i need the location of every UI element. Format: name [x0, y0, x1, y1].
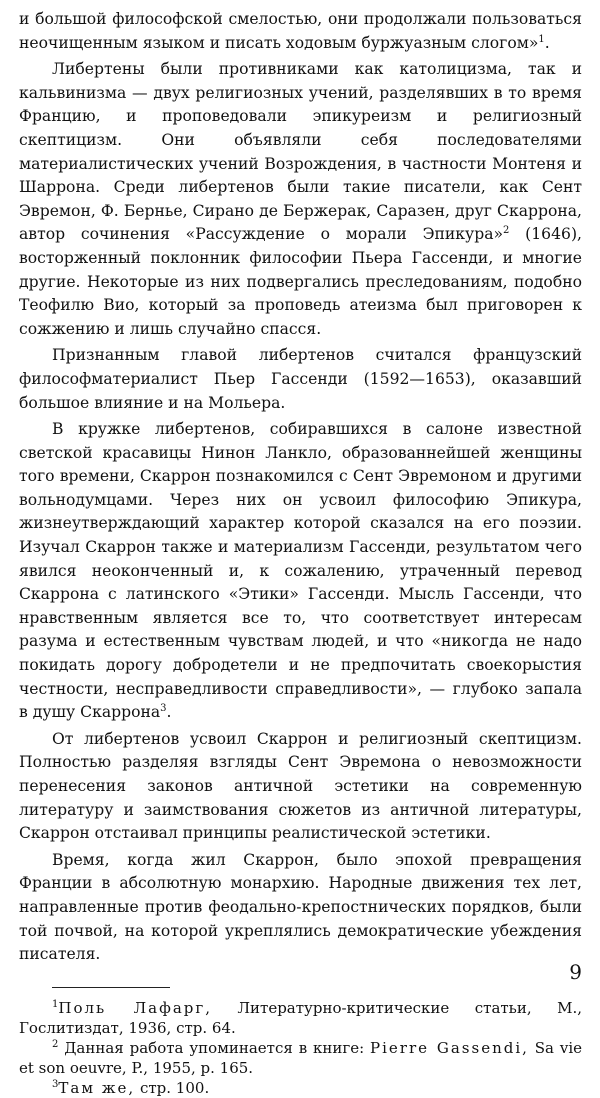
paragraph-6-text: Время, когда жил Скаррон, было эпохой превращения Франции в абсолютную монархию. Народные движения тех лет, направленные против феодально-крепостнических порядков, были той почвой, на которой укреплялись демократические убеждения писателя.	[19, 850, 582, 964]
footnote-2-source: Sa vie et son oeuvre, P., 1955, p. 165.	[19, 1038, 582, 1077]
book-page	[19, 8, 582, 1097]
footnote-2-author: Pierre Gassendi,	[370, 1038, 529, 1057]
paragraph-4-text: В кружке либертенов, собиравшихся в салоне известной светской красавицы Нинон Ланкло, образованнейшей женщины того времени, Скаррон познакомился с Сент Эвремоном и другими вольнодумцами. Через них он усвоил философию Эпикура, жизнеутверждающий характер которой сказался на его поэзии. Изучал Скаррон также и материализм Гассенди, результатом чего явился неоконченный и, к сожалению, утраченный перевод Скаррона с латинского «Этики» Гассенди. Мысль Гассенди, что нравственным является все то, что соответствует интересам разума и естественным чувствам людей, и что «никогда не надо покидать дорогу добродетели и не предпочитать своекорыстия честности, несправедливости справедливости», — глубоко запала в душу Скаррона	[19, 420, 582, 722]
paragraph-2-continuation: (1646), восторженный поклонник философии Пьера Гассенди, и многие другие. Некоторые из них подвергались преследованиям, подобно Теофилю Вио, который за проповедь атеизма был приговорен к сожжению и лишь случайно спасся.	[19, 225, 582, 338]
footnote-divider	[52, 987, 170, 988]
paragraph-5-text: От либертенов усвоил Скаррон и религиозный скептицизм. Полностью разделяя взгляды Сент Эвремона о невозможности перенесения законов античной эстетики на современную литературу и заимствования сюжетов из античной литературы, Скаррон отстаивал принципы реалистической эстетики.	[19, 729, 582, 843]
footnote-3-text: стр. 100.	[135, 1078, 210, 1097]
paragraph-4: В кружке либертенов, собиравшихся в салоне известной светской красавицы Нинон Ланкло, образованнейшей женщины того времени, Скаррон познакомился с Сент Эвремоном и другими вольнодумцами. Через них он усвоил философию Эпикура, жизнеутверждающий характер которой сказался на его поэзии. Изучал Скаррон также и материализм Гассенди, результатом чего явился неоконченный и, к сожалению, утраченный перевод Скаррона с латинского «Этики» Гассенди. Мысль Гассенди, что нравственным является все то, что соответствует интересам разума и естественным чувствам людей, и что «никогда не надо покидать дорогу добродетели и не предпочитать своекорыстия честности, несправедливости справедливости», — глубоко запала в душу Скаррона$^3$.	[19, 420, 582, 722]
footnote-2-mark: 2	[52, 1038, 59, 1050]
footnote-1-text: Литературно-критические статьи, М., Гослитиздат, 1936, стр. 64.	[19, 998, 582, 1037]
footnote-2-text: Данная работа упоминается в книге:	[58, 1038, 371, 1057]
paragraph-1: и большой философской смелостью, они продолжали пользоваться неочищенным языком и писать ходовым буржуазным слогом»$^1$.	[19, 10, 582, 52]
paragraph-3-text: Признанным главой либертенов считался французский философматериалист Пьер Гассенди (1592—1653), оказавший большое влияние и на Мольера.	[19, 346, 582, 412]
paragraph-5	[19, 728, 582, 846]
paragraph-3	[19, 344, 582, 415]
footnote-ref-3: 3	[160, 703, 167, 715]
footnote-3-mark: 3	[52, 1078, 59, 1090]
footnote-1	[19, 998, 582, 1038]
footnote-2	[19, 1038, 582, 1078]
footnote-ref-1: 1	[538, 33, 545, 45]
main-text	[19, 8, 582, 967]
paragraph-2	[19, 58, 582, 341]
footnote-ref-2: 2	[503, 225, 510, 237]
footnote-3	[19, 1078, 582, 1098]
footnote-1-author: Поль Лафарг,	[58, 998, 213, 1017]
paragraph-2-text: Либертены были противниками как католицизма, так и кальвинизма — двух религиозных учений, разделявших в то время Францию, и проповедовали эпикуреизм и религиозный скептицизм. Они объявляли себя последователями материалистических учений Возрождения, в частности Монтеня и Шаррона. Среди либертенов были такие писатели, как Сент Эвремон, Ф. Бернье, Сирано де Бержерак, Саразен, друг Скаррона, автор сочинения «Рассуждение о морали Эпикура»	[19, 60, 582, 244]
footnotes	[19, 998, 582, 1098]
footnote-3-author: Там же,	[58, 1078, 136, 1097]
paragraph-6	[19, 849, 582, 967]
paragraph-1-text: и большой философской смелостью, они продолжали пользоваться неочищенным языком и писать ходовым буржуазным слогом»	[19, 10, 582, 52]
page-number: 9	[569, 960, 582, 984]
footnote-1-mark: 1	[52, 998, 59, 1010]
